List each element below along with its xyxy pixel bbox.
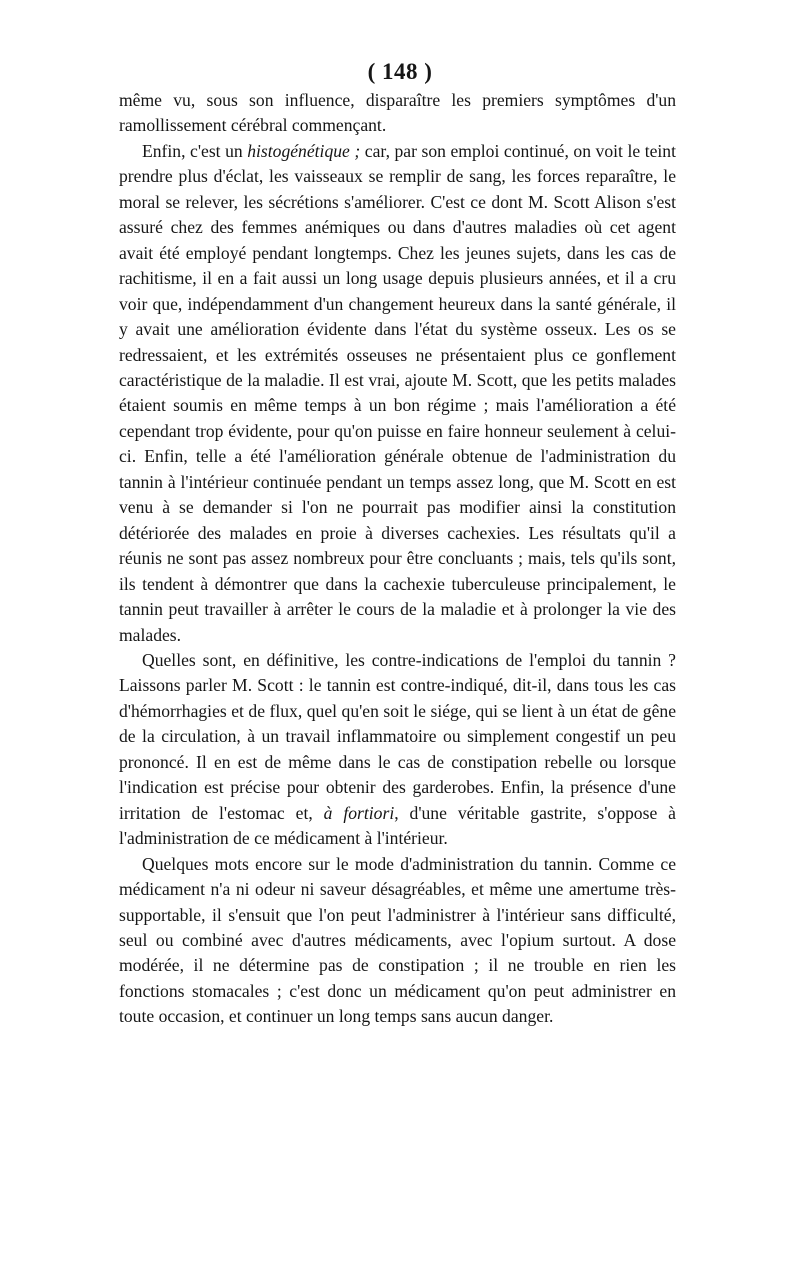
paragraph bbox=[119, 88, 676, 139]
text-run: Quelques mots encore sur le mode d'administration du tannin. Comme ce médicament n'a ni odeur ni saveur désagréables, et même une amertume très-supportable, il s'ensuit que l'on peut l'administrer à l'intérieur sans difficulté, seul ou combiné avec d'autres médicaments, avec l'opium surtout. A dose modérée, il ne détermine pas de constipation ; il ne trouble en rien les fonctions stomacales ; c'est donc un médicament qu'on peut administrer en toute occasion, et continuer un long temps sans aucun danger. bbox=[119, 853, 676, 1027]
text-run: Quelles sont, en définitive, les contre-indications de l'emploi du tannin ? Laissons parler M. Scott : le tannin est contre-indiqué, dit-il, dans tous les cas d'hémorrhagies et de flux, quel qu'en soit le siége, qui se lient à un état de gêne de la circulation, à un travail inflammatoire ou simplement congestif un peu prononcé. Il en est de même dans le cas de constipation rebelle ou lorsque l'indication est précise pour obtenir des garderobes. Enfin, la présence d'une irritation de l'estomac et, bbox=[119, 649, 676, 823]
paragraph bbox=[119, 852, 676, 1030]
text-run: , d'une véritable gastrite, s'oppose à l'administration de ce médicament à l'intérieur. bbox=[119, 802, 676, 849]
text-run: même vu, sous son influence, disparaître les premiers symptômes d'un ramollissement cérébral commençant. bbox=[119, 90, 676, 136]
italic-text: histogénétique ; bbox=[247, 140, 361, 161]
text-run: car, par son emploi continué, on voit le teint prendre plus d'éclat, les vaisseaux se remplir de sang, les forces reparaître, le moral se relever, les sécrétions s'améliorer. C'est ce dont M. Scott Alison s'est assuré chez des femmes anémiques ou dans d'autres maladies où cet agent avait été employé pendant longtemps. Chez les jeunes sujets, dans les cas de rachitisme, il en a fait aussi un long usage depuis plusieurs années, et il a cru voir que, indépendamment d'un changement heureux dans la santé générale, il y avait une amélioration évidente dans l'état du système osseux. Les os se redressaient, et les extrémités osseuses ne présentaient plus ce gonflement caractéristique de la maladie. Il est vrai, ajoute M. Scott, que les petits malades étaient soumis en même temps à un bon régime ; mais l'amélioration a été cependant trop évidente, pour qu'on puisse en faire honneur seulement à celui-ci. Enfin, telle a été l'amélioration générale obtenue de l'administration du tannin à l'intérieur continuée pendant un temps assez long, que M. Scott en est venu à se demander si l'on ne pourrait pas modifier ainsi la constitution détériorée des malades en proie à diverses cachexies. Les résultats qu'il a réunis ne sont pas assez nombreux pour être concluants ; mais, tels qu'ils sont, ils tendent à démontrer que dans la cachexie tuberculeuse principalement, le tannin peut travailler à arrêter le cours de la maladie et à prolonger la vie des malades. bbox=[119, 140, 676, 645]
italic-text: à fortiori bbox=[323, 802, 395, 823]
paragraph bbox=[119, 648, 676, 852]
page-number: ( 148 ) bbox=[367, 59, 433, 84]
paragraph bbox=[119, 139, 676, 648]
body-text bbox=[119, 88, 676, 1030]
text-run: Enfin, c'est un bbox=[142, 140, 248, 161]
